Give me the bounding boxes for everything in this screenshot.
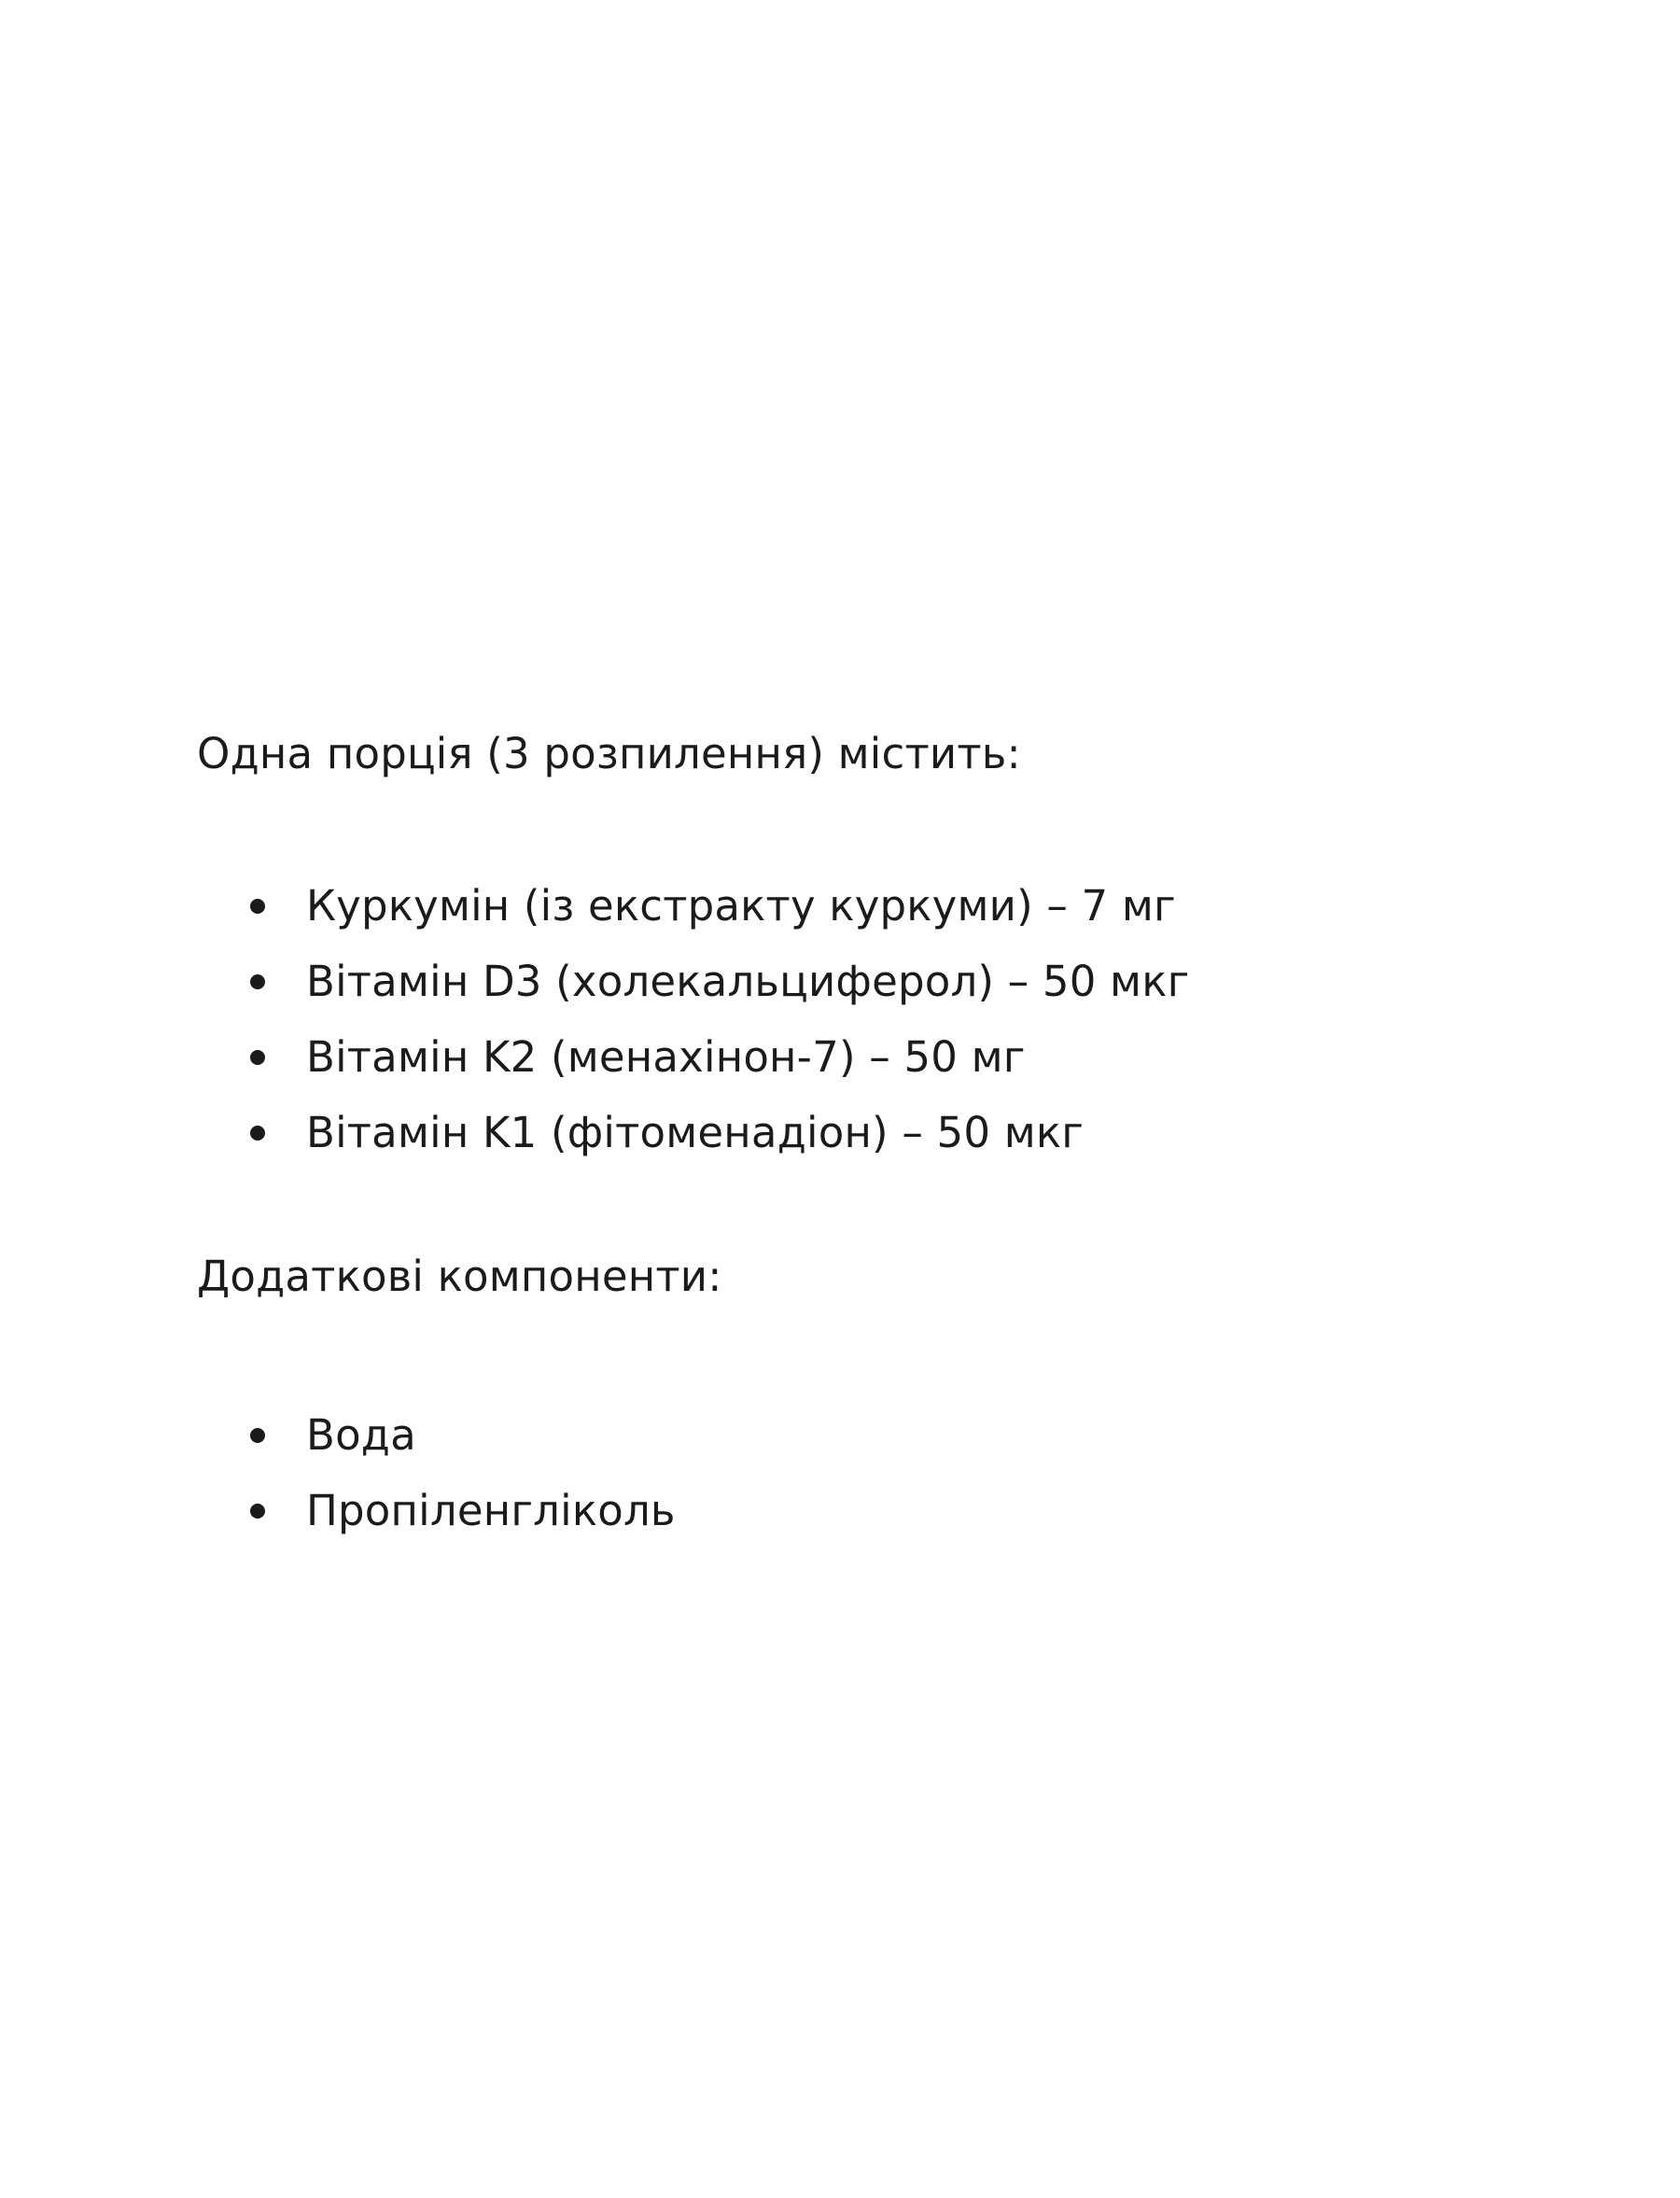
additional-components-list	[197, 1397, 1504, 1548]
list-item	[197, 1095, 1504, 1170]
additional-heading: Додаткові компоненти:	[197, 1252, 722, 1301]
bullet-icon	[250, 1504, 265, 1519]
bullet-icon	[250, 1050, 265, 1065]
list-item-text: Вода	[306, 1410, 416, 1460]
serving-ingredients-list	[197, 868, 1504, 1170]
list-item	[197, 868, 1504, 944]
list-item-text: Вітамін K1 (фітоменадіон) – 50 мкг	[306, 1108, 1085, 1157]
list-item-text: Вітамін D3 (холекальциферол) – 50 мкг	[306, 957, 1190, 1006]
list-item	[197, 1397, 1504, 1473]
list-item	[197, 1019, 1504, 1095]
list-item-text: Куркумін (із екстракту куркуми) – 7 мг	[306, 881, 1176, 931]
bullet-icon	[250, 974, 265, 989]
list-item	[197, 944, 1504, 1019]
serving-heading: Одна порція (3 розпилення) містить:	[197, 729, 1021, 778]
bullet-icon	[250, 1428, 265, 1443]
list-item-text: Вітамін K2 (менахінон-7) – 50 мг	[306, 1032, 1026, 1082]
list-item	[197, 1473, 1504, 1548]
list-item-text: Пропіленгліколь	[306, 1486, 676, 1535]
bullet-icon	[250, 1126, 265, 1141]
document-content	[197, 719, 1504, 1548]
bullet-icon	[250, 899, 265, 914]
